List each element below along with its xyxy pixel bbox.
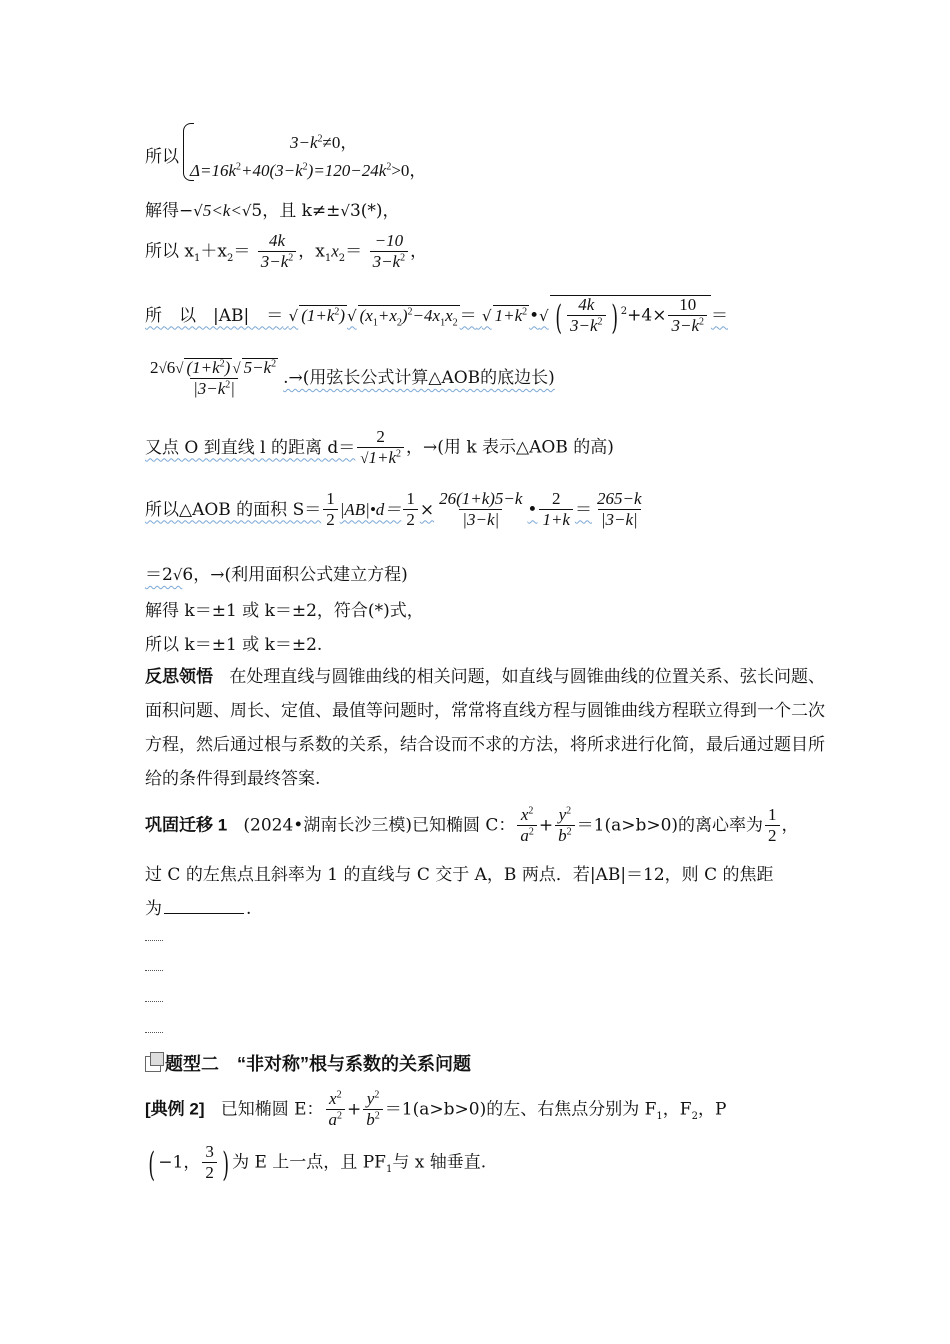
- exercise-line-2: 过 C 的左焦点且斜率为 1 的直线与 C 交于 A，B 两点．若|AB|＝12，则 C 的焦距: [145, 865, 774, 885]
- exercise-title: 巩固迁移 1: [145, 815, 228, 835]
- vieta-line: 所以 $x_1+x_2=$ $\frac{4k}{3-k^2}$ ，$x_1x_2=$ $\frac{-10}{3-k^2}$ ，: [145, 231, 428, 271]
- distance-line: 又点 O 到直线 l 的距离 d＝ $\frac{2}{√1+k^2}$ ，→(用 k 表示△AOB 的高): [145, 427, 614, 467]
- exercise-line-3: 为 .: [145, 899, 252, 919]
- reflection-paragraph: [145, 660, 825, 796]
- system-label: 所以: [145, 147, 179, 167]
- example-line-2: ( −1， $\frac{3}{2}$ ) 为 E 上一点，且 $PF_1$与 x 轴垂直.: [148, 1142, 487, 1185]
- chord-length-line: 所 以 |AB| ＝ √ $(1+k^2)$ √ $(x_1+x_2)^2-4x_1x_2$ ＝ √ $1+k^2$ •√ ( $\frac{4k}{3-k^2}$ ) $^2$+4× $\frac{10}{3-k^2}$ ＝: [145, 295, 728, 338]
- reflection-title: 反思领悟: [145, 667, 214, 686]
- k-solution: 解得 k＝±1 或 k＝±2，符合(*)式，: [145, 601, 424, 621]
- section-icon: [145, 1056, 161, 1072]
- area-result: ＝2√6，→(利用面积公式建立方程): [145, 565, 408, 585]
- answer-space-line: [145, 940, 163, 941]
- reflection-body: 在处理直线与圆锥曲线的相关问题，如直线与圆锥曲线的位置关系、弦长问题、面积问题、周长、定值、最值等问题时，常常将直线方程与圆锥曲线方程联立得到一个二次方程，然后通过根与系数的关系，结合设而不求的方法，将所求进行化简，最后通过题目所给的条件得到最终答案.: [145, 667, 826, 789]
- exercise-line-1: 巩固迁移 1 (2024•湖南长沙三模)已知椭圆 C： $\frac{x^2}{a^2}$ + $\frac{y^2}{b^2}$ ＝1(a>b>0)的离心率为 $\frac{1}{2}$ ，: [145, 805, 799, 845]
- answer-space-line: [145, 970, 163, 971]
- area-line: 所以△AOB 的面积 S＝ $\frac{1}{2}$ |AB|•d＝ $\frac{1}{2}$ × $\frac{26(1+k)5-k}{|3-k|}$ • $\frac{2}{1+k}$ ＝ $\frac{265-k}{|3-k|}$: [145, 489, 642, 529]
- answer-blank[interactable]: [164, 913, 244, 914]
- chord-length-result: $\frac{2√6√ (1+k^2) √ 5-k^2}{|3-k^2|}$ .→(用弦长公式计算△AOB的底边长): [150, 358, 555, 398]
- system-row-1: $3-k^2\ne 0$，: [290, 133, 358, 152]
- system-row-2: $\Delta=16k^2+40(3-k^2)=120-24k^2>0$，: [190, 161, 427, 180]
- section-heading: 题型二 “非对称”根与系数的关系问题: [145, 1050, 471, 1076]
- solution-range: 解得−√5<k<√5，且 k≠±√3(*)，: [145, 201, 400, 221]
- example-line-1: [典例 2] 已知椭圆 E： $\frac{x^2}{a^2}$ + $\frac{y^2}{b^2}$ ＝1(a>b>0)的左、右焦点分别为 $F_1$，$F_2$，P: [145, 1089, 727, 1129]
- answer-space-line: [145, 1001, 163, 1002]
- k-conclusion: 所以 k＝±1 或 k＝±2.: [145, 635, 323, 655]
- answer-space-line: [145, 1032, 163, 1033]
